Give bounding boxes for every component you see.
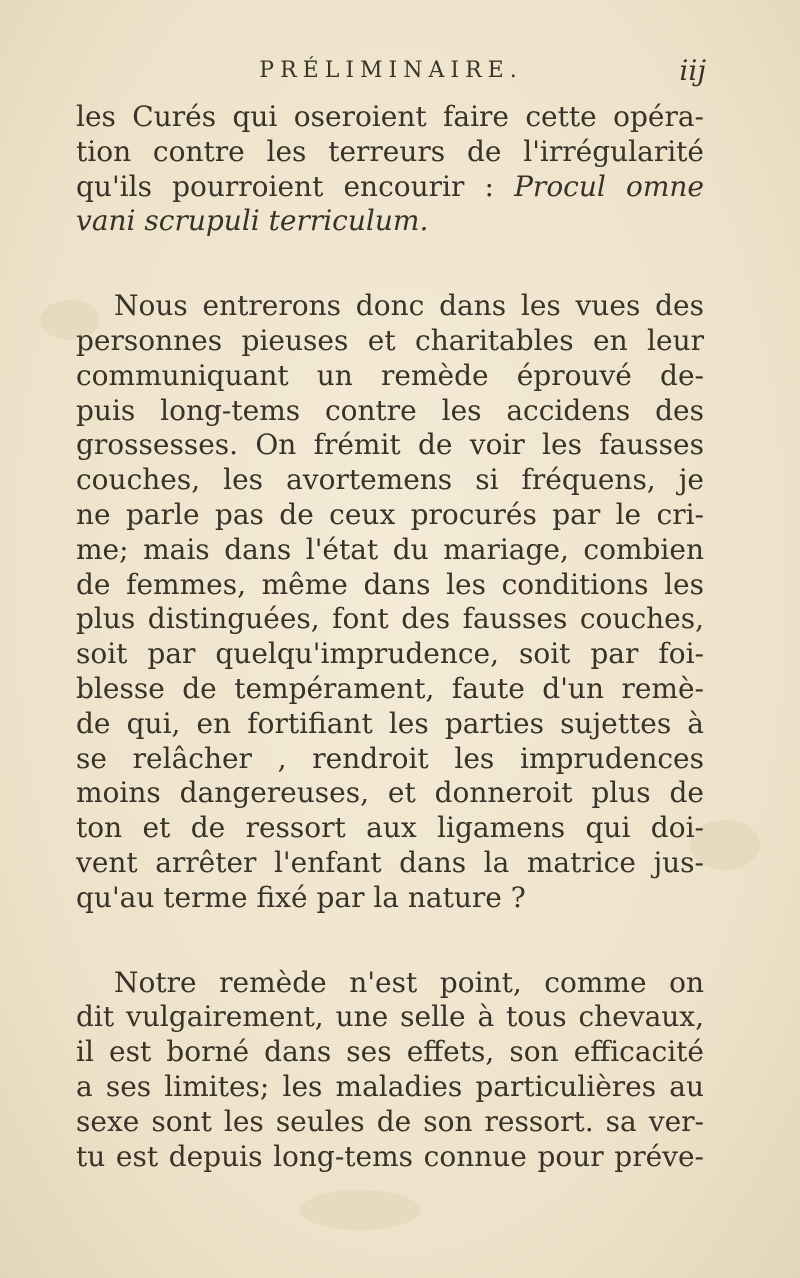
text-line: Notre remède n'est point, comme on (114, 965, 704, 999)
text-line: ton et de ressort aux ligamens qui doi- (76, 811, 704, 845)
page-header (76, 52, 706, 92)
text-line: vent arrêter l'enfant dans la matrice jus- (76, 845, 704, 879)
text-line: blesse de tempérament, faute d'un remè- (76, 671, 704, 705)
text-line: Nous entrerons donc dans les vues des (114, 289, 704, 323)
latin-quote-end: vani scrupuli terriculum. (76, 204, 429, 238)
text-line: tu est depuis long-tems connue pour préve- (76, 1139, 704, 1173)
running-head: PRÉLIMINAIRE. (259, 58, 523, 83)
text-line: a ses limites; les maladies particulières au (76, 1069, 704, 1103)
text-line: tion contre les terreurs de l'irrégularité (76, 134, 704, 168)
paragraph-1 (76, 100, 704, 239)
text-line: sexe sont les seules de son ressort. sa ver- (76, 1104, 704, 1138)
text-line: couches, les avortemens si fréquens, je (76, 463, 704, 497)
latin-quote-start: Procul omne (514, 169, 704, 203)
text-line: qu'au terme fixé par la nature ? (76, 880, 526, 914)
text-line: de femmes, même dans les conditions les (76, 567, 704, 601)
paragraph-2 (76, 289, 704, 915)
text-run: qu'ils pourroient encourir : (76, 169, 515, 203)
text-line: les Curés qui oseroient faire cette opéra- (76, 100, 704, 133)
text-line: se relâcher , rendroit les imprudences (76, 741, 704, 775)
text-line: plus distinguées, font des fausses couches, (76, 602, 704, 636)
text-line: de qui, en fortifiant les parties sujettes à (76, 706, 704, 740)
text-line: personnes pieuses et charitables en leur (76, 323, 704, 357)
text-line: me; mais dans l'état du mariage, combien (76, 532, 704, 566)
text-line: soit par quelqu'imprudence, soit par foi- (76, 637, 704, 671)
page-number: iij (679, 54, 706, 87)
text-line: ne parle pas de ceux procurés par le cri- (76, 497, 704, 531)
body-text (76, 100, 704, 1174)
text-line: puis long-tems contre les accidens des (76, 393, 704, 427)
text-line (76, 204, 704, 239)
text-line: dit vulgairement, une selle à tous chevaux, (76, 1000, 704, 1034)
text-line: communiquant un remède éprouvé de- (76, 358, 704, 392)
text-line (76, 170, 704, 205)
text-line: grossesses. On frémit de voir les fausses (76, 428, 704, 462)
paragraph-3 (76, 966, 704, 1175)
text-line: il est borné dans ses effets, son efficacité (76, 1035, 704, 1069)
text-line: moins dangereuses, et donneroit plus de (76, 776, 704, 810)
